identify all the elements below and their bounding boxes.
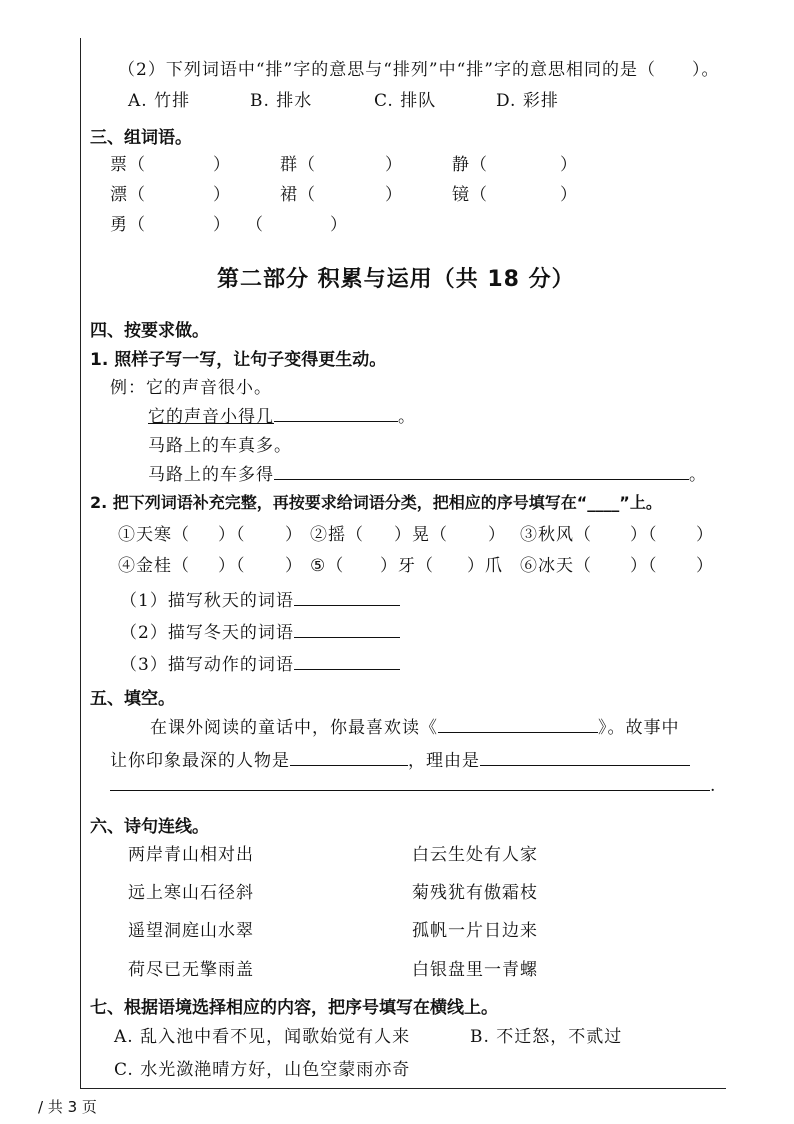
fill-line-2 (110, 746, 690, 771)
classify-blank[interactable] (294, 653, 400, 670)
context-option-c: C. 水光潋滟晴方好，山色空蒙雨亦奇 (114, 1060, 411, 1080)
period: 。 (398, 407, 416, 427)
word-fill: ） (696, 525, 714, 545)
q2-prompt: 2. 把下列词语补充完整，再按要求给词语分类，把相应的序号填写在“____”上。 (90, 493, 662, 512)
sentence: 马路上的车真多。 (148, 436, 292, 456)
classify-row-3 (120, 650, 400, 675)
word-item: 勇（ (110, 215, 146, 235)
book-title-blank[interactable] (438, 716, 598, 733)
word-fill: ）（ (630, 556, 658, 576)
word-fill: ） (696, 556, 714, 576)
sentence-answer-text: 马路上的车多得 (148, 465, 274, 485)
answer-blank[interactable] (274, 405, 398, 422)
classify-row-1 (120, 586, 400, 611)
word-item: 裙（ (280, 185, 316, 205)
classify-blank[interactable] (294, 621, 400, 638)
word-fill: ①天寒（ (118, 525, 190, 545)
example-answer-text: 它的声音小得几 (148, 407, 274, 427)
reason-blank[interactable] (480, 749, 690, 766)
example-answer-line (148, 402, 416, 427)
word-fill: ）晃（ (394, 525, 448, 545)
word-item-close: ） (213, 185, 231, 205)
fill-text: 》。故事中 (598, 718, 680, 738)
reason-blank-line-2[interactable] (110, 790, 710, 791)
word-fill: ） (285, 525, 303, 545)
word-fill: ）牙（ (380, 556, 434, 576)
poem-left-line: 远上寒山石径斜 (128, 883, 254, 903)
period: 。 (689, 465, 707, 485)
word-item: 漂（ (110, 185, 146, 205)
classify-label: （1）描写秋天的词语 (120, 591, 294, 611)
question-2-text: （2）下列词语中“排”字的意思与“排列”中“排”字的意思相同的是（ ）。 (118, 60, 720, 80)
word-fill: ③秋风（ (520, 525, 592, 545)
word-item-close: ） (330, 215, 348, 235)
word-fill: ④金桂（ (118, 556, 190, 576)
word-item: 群（ (280, 155, 316, 175)
poem-left-line: 两岸青山相对出 (128, 845, 254, 865)
word-item: 票（ (110, 155, 146, 175)
section-3-title: 三、组词语。 (90, 128, 192, 148)
character-blank[interactable] (290, 749, 408, 766)
context-option-a: A. 乱入池中看不见，闻歌始觉有人来 (114, 1027, 411, 1047)
classify-blank[interactable] (294, 589, 400, 606)
word-fill: ②摇（ (310, 525, 364, 545)
section-6-title: 六、诗句连线。 (90, 817, 209, 837)
word-item: 镜（ (452, 185, 488, 205)
word-item-close: ） (213, 155, 231, 175)
word-fill: ） (488, 525, 506, 545)
word-fill: ）（ (630, 525, 658, 545)
word-item-close: ） (385, 185, 403, 205)
word-fill: ）爪 (467, 556, 503, 576)
section-7-title: 七、根据语境选择相应的内容，把序号填写在横线上。 (90, 998, 498, 1018)
classify-label: （2）描写冬天的词语 (120, 623, 294, 643)
word-item-close: ） (385, 155, 403, 175)
fill-text: 在课外阅读的童话中，你最喜欢读《 (150, 718, 438, 738)
poem-left-line: 遥望洞庭山水翠 (128, 921, 254, 941)
word-fill: ⑤（ (310, 556, 345, 576)
poem-left-line: 荷尽已无擎雨盖 (128, 960, 254, 980)
section-5-title: 五、填空。 (90, 689, 175, 709)
fill-text: ，理由是 (408, 751, 480, 771)
word-fill: ）（ (218, 556, 246, 576)
option-d: D. 彩排 (496, 91, 559, 111)
poem-right-line: 孤帆一片日边来 (412, 921, 538, 941)
context-option-b: B. 不迁怒，不贰过 (470, 1027, 623, 1047)
word-item: （ (246, 215, 264, 235)
classify-row-2 (120, 618, 400, 643)
q1-prompt: 1. 照样子写一写，让句子变得更生动。 (90, 350, 387, 370)
fill-line-1 (150, 713, 680, 738)
part-2-title: 第二部分 积累与运用（共 18 分） (217, 267, 575, 292)
answer-blank[interactable] (274, 463, 689, 480)
word-fill: ⑥冰天（ (520, 556, 592, 576)
option-c: C. 排队 (374, 91, 437, 111)
section-4-title: 四、按要求做。 (90, 321, 209, 341)
word-item: 静（ (452, 155, 488, 175)
sentence-answer-line (148, 460, 707, 485)
classify-label: （3）描写动作的词语 (120, 655, 294, 675)
poem-right-line: 白云生处有人家 (412, 845, 538, 865)
end-period: . (710, 776, 717, 796)
fill-text: 让你印象最深的人物是 (110, 751, 290, 771)
poem-right-line: 菊残犹有傲霜枝 (412, 883, 538, 903)
word-item-close: ） (560, 155, 578, 175)
option-b: B. 排水 (250, 91, 313, 111)
word-fill: ）（ (218, 525, 246, 545)
option-a: A. 竹排 (128, 91, 191, 111)
poem-right-line: 白银盘里一青螺 (412, 960, 538, 980)
word-item-close: ） (213, 215, 231, 235)
example-label: 例：它的声音很小。 (110, 378, 272, 398)
page-footer: / 共 3 页 (38, 1098, 97, 1116)
word-fill: ） (285, 556, 303, 576)
word-item-close: ） (560, 185, 578, 205)
